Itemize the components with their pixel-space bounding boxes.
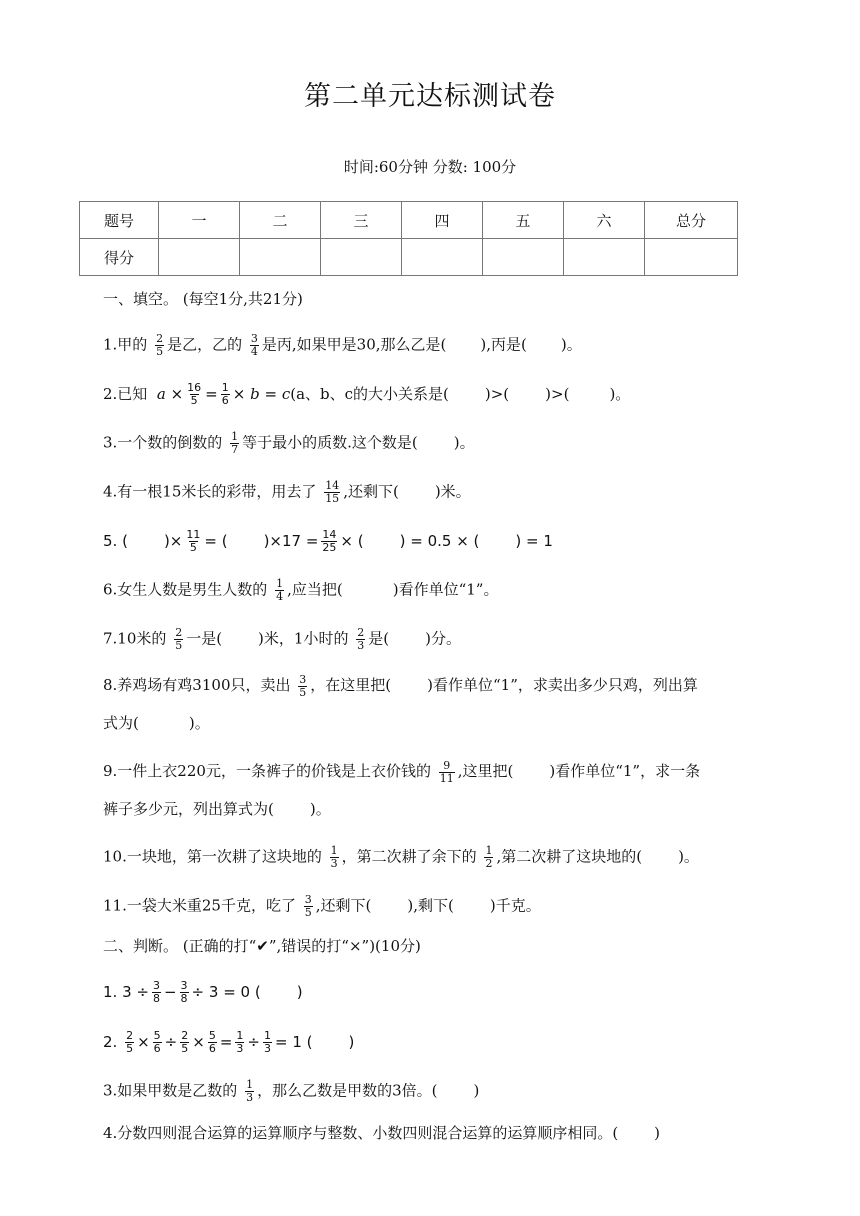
fraction: $\frac{1}{2}$: [485, 844, 493, 870]
text: 3.如果甲数是乙数的: [103, 1081, 238, 1100]
text: 8.养鸡场有鸡3100只，卖出: [103, 676, 291, 694]
fraction: $\frac{11}{5}$: [186, 528, 201, 554]
text: ) = 1: [515, 532, 553, 550]
text: )分。: [425, 629, 461, 648]
text: 9.一件上衣220元，一条裤子的价钱是上衣价钱的: [103, 762, 431, 780]
text: 是乙，乙的: [167, 335, 243, 354]
judge-2: [103, 1030, 808, 1055]
score-input-cell[interactable]: [483, 239, 564, 276]
text: ,还剩下(: [315, 896, 372, 915]
text: )看作单位“1”。: [392, 580, 499, 599]
section-heading-judge: 二、判断。 (正确的打“✔”,错误的打“×”)(10分): [103, 937, 421, 955]
text: )米，1小时的: [258, 629, 349, 648]
score-header-cell: 五: [483, 202, 564, 239]
score-header-cell: 三: [321, 202, 402, 239]
text: )。: [678, 847, 699, 866]
text: × (: [340, 532, 364, 550]
score-input-cell[interactable]: [159, 239, 240, 276]
text: (a、b、c的大小关系是(: [290, 385, 449, 403]
text: 是(: [368, 629, 390, 648]
question-2: [103, 382, 808, 407]
text: )。: [560, 335, 582, 354]
question-1: [103, 333, 808, 358]
text: 4.分数四则混合运算的运算顺序与整数、小数四则混合运算的运算顺序相同。(: [103, 1124, 619, 1142]
fraction: $\frac{1}{3}$: [263, 1029, 271, 1055]
fraction: $\frac{1}{7}$: [231, 430, 239, 456]
fraction: $\frac{14}{15}$: [325, 479, 340, 505]
question-11: [103, 894, 808, 919]
question-4: [103, 480, 808, 505]
text: = (: [204, 532, 228, 550]
question-6: [103, 578, 808, 603]
operator: ÷: [247, 1033, 260, 1051]
text: 裤子多少元，列出算式为(: [103, 800, 274, 818]
text: ): [473, 1081, 480, 1100]
score-input-cell[interactable]: [321, 239, 402, 276]
judge-1: [103, 980, 808, 1005]
score-value-row: [80, 239, 738, 276]
text: 2.已知: [103, 385, 148, 403]
text: ，第二次耕了余下的: [341, 847, 477, 866]
text: 11.一袋大米重25千克，吃了: [103, 896, 296, 915]
operator: ×: [137, 1033, 150, 1051]
score-header-cell: 四: [402, 202, 483, 239]
text: = 1 (: [274, 1033, 313, 1051]
text: )看作单位“1”，求卖出多少只鸡，列出算: [427, 676, 698, 694]
text: )看作单位“1”，求一条: [549, 762, 701, 780]
text: 10.一块地，第一次耕了这块地的: [103, 847, 322, 866]
question-3: [103, 431, 808, 456]
text: 4.有一根15米长的彩带，用去了: [103, 482, 317, 501]
text: ,第二次耕了这块地的(: [496, 847, 643, 866]
question-10: [103, 845, 808, 870]
text: 7.10米的: [103, 629, 167, 648]
score-header-cell: 总分: [645, 202, 738, 239]
text: ): [296, 983, 303, 1001]
fraction: $\frac{1}{3}$: [330, 844, 338, 870]
score-header-cell: 一: [159, 202, 240, 239]
fraction: $\frac{3}{8}$: [180, 979, 188, 1005]
fraction: $\frac{1}{4}$: [276, 577, 284, 603]
fraction: $\frac{9}{11}$: [439, 758, 454, 785]
fraction: $\frac{2}{5}$: [181, 1029, 189, 1055]
text: ),丙是(: [480, 335, 527, 354]
score-input-cell[interactable]: [240, 239, 321, 276]
text: 一是(: [186, 629, 223, 648]
judge-4: [103, 1123, 808, 1143]
text: ,这里把(: [457, 762, 514, 780]
text: )×: [163, 532, 183, 550]
text: )>(: [545, 385, 570, 403]
question-8: [103, 666, 808, 742]
text: 1.甲的: [103, 335, 148, 354]
exam-info: 时间:60分钟 分数: 100分: [343, 158, 517, 176]
text: 1. 3 ÷: [103, 983, 149, 1001]
text: ): [654, 1124, 661, 1142]
text: ，那么乙数是甲数的3倍。(: [257, 1081, 438, 1100]
text: )>(: [484, 385, 510, 403]
text: 2.: [103, 1033, 118, 1051]
fraction: $\frac{3}{4}$: [250, 332, 258, 358]
score-input-cell[interactable]: [564, 239, 645, 276]
text: ，在这里把(: [310, 676, 392, 694]
question-9: [103, 752, 808, 828]
text: )。: [309, 800, 331, 818]
fraction: $\frac{2}{3}$: [357, 626, 365, 652]
text: ): [348, 1033, 355, 1051]
text: ,应当把(: [287, 580, 343, 599]
text: ),剩下(: [407, 896, 454, 915]
text: −: [163, 983, 177, 1001]
score-input-cell[interactable]: [645, 239, 738, 276]
operator: ×: [192, 1033, 205, 1051]
fraction: $\frac{3}{8}$: [152, 979, 160, 1005]
score-header-row: [80, 202, 738, 239]
fraction: $\frac{1}{3}$: [236, 1029, 244, 1055]
question-7: [103, 627, 808, 652]
operator: ÷: [164, 1033, 178, 1051]
text: 式为(: [103, 714, 139, 732]
score-header-cell: 二: [240, 202, 321, 239]
text: 5. (: [103, 532, 128, 550]
judge-3: [103, 1079, 808, 1104]
fraction: $\frac{1}{3}$: [246, 1078, 254, 1104]
fraction: $\frac{3}{5}$: [299, 672, 307, 699]
fraction: $\frac{5}{6}$: [153, 1029, 161, 1055]
score-row-label: 得分: [80, 239, 159, 276]
text: 3.一个数的倒数的: [103, 433, 223, 452]
page-title: 第二单元达标测试卷: [304, 81, 556, 112]
operator: =: [219, 1033, 233, 1051]
text: )×17 =: [263, 532, 319, 550]
equation: a × $\frac{16}{5}$ = $\frac{1}{6}$ × b = c: [156, 381, 291, 407]
text: )。: [188, 714, 210, 732]
score-header-cell: 题号: [80, 202, 159, 239]
fraction: $\frac{2}{5}$: [175, 626, 183, 652]
fraction: $\frac{5}{6}$: [208, 1029, 216, 1055]
text: )千克。: [489, 896, 541, 915]
text: 等于最小的质数.这个数是(: [242, 433, 418, 452]
text: 是丙,如果甲是30,那么乙是(: [261, 335, 447, 354]
score-input-cell[interactable]: [402, 239, 483, 276]
text: ÷ 3 = 0 (: [191, 983, 261, 1001]
score-header-cell: 六: [564, 202, 645, 239]
score-table: [79, 201, 738, 276]
text: ) = 0.5 × (: [399, 532, 480, 550]
text: )。: [453, 433, 475, 452]
fraction: $\frac{2}{5}$: [156, 332, 164, 358]
section-heading-fill-blank: 一、填空。 (每空1分,共21分): [103, 290, 303, 308]
fraction: $\frac{3}{5}$: [304, 893, 312, 919]
fraction: $\frac{2}{5}$: [126, 1029, 134, 1055]
fraction: $\frac{14}{25}$: [322, 528, 337, 554]
text: 6.女生人数是男生人数的: [103, 580, 268, 599]
question-5: [103, 529, 808, 554]
text: ,还剩下(: [343, 482, 399, 501]
text: )。: [609, 385, 631, 403]
text: )米。: [434, 482, 471, 501]
